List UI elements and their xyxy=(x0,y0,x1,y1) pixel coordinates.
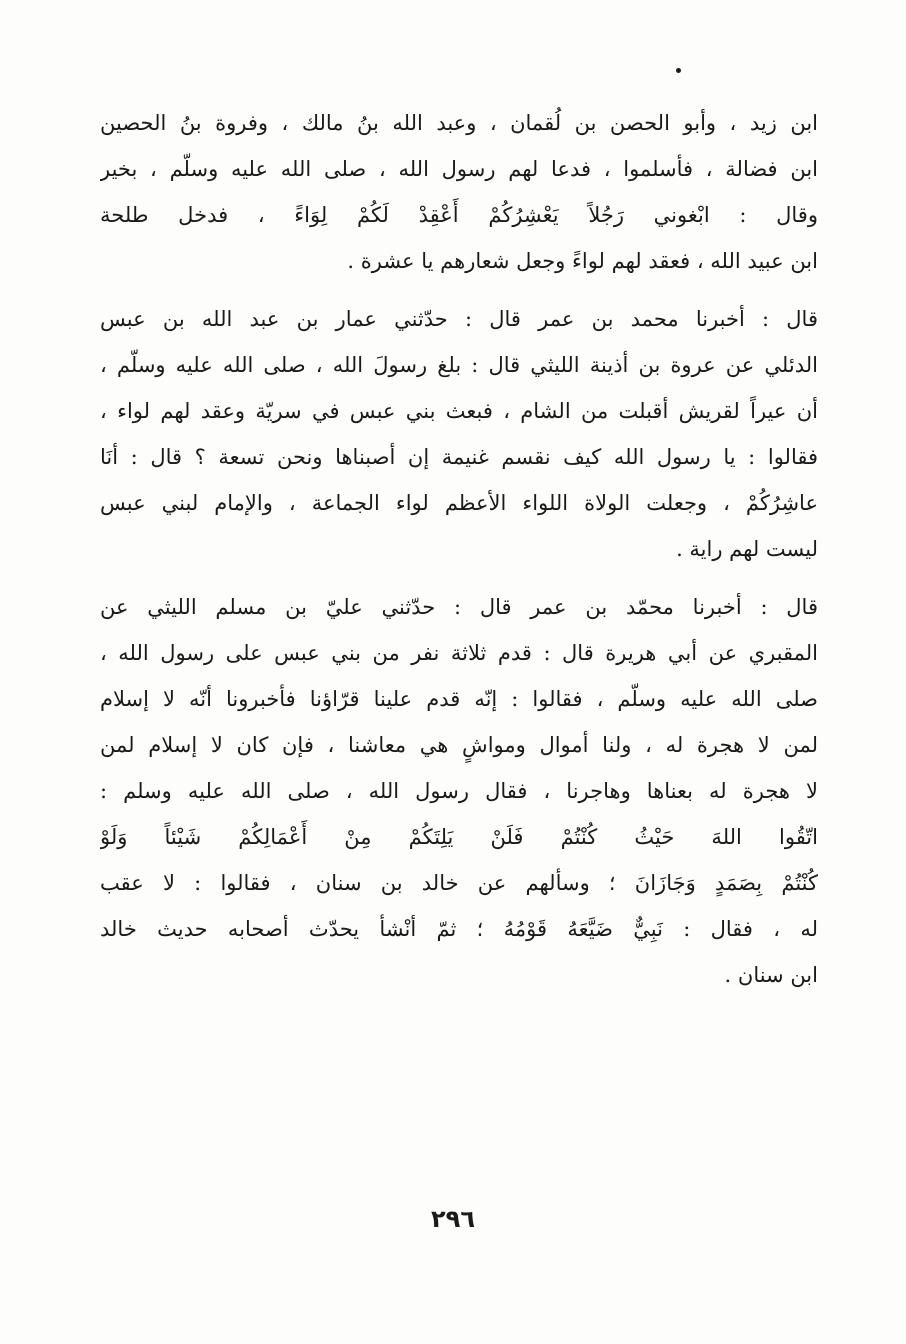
paragraph-3 xyxy=(100,584,818,998)
body-text xyxy=(100,100,818,998)
text-line: ابن زيد ، وأبو الحصن بن لُقمان ، وعبد الله بنُ مالك ، وفروة بنُ الحصين xyxy=(100,111,818,135)
text-line: له ، فقال : نَبِيٌّ ضَيَّعَهُ قَوْمُهُ ؛ ثمّ أنْشأ يحدّث أصحابه حديث خالد xyxy=(100,917,818,941)
text-line: أن عيراً لقريش أقبلت من الشام ، فبعث بني عبس في سريّة وعقد لهم لواء ، xyxy=(100,399,818,423)
text-line: صلى الله عليه وسلّم ، فقالوا : إنّه قدم علينا قرّاؤنا فأخبرونا أنّه لا إسلام xyxy=(100,687,818,711)
paragraph-1 xyxy=(100,100,818,284)
text-line: قال : أخبرنا محمد بن عمر قال : حدّثني عمار بن عبد الله بن عبس xyxy=(100,307,818,331)
text-line: لمن لا هجرة له ، ولنا أموال ومواشٍ هي معاشنا ، فإن كان لا إسلام لمن xyxy=(100,733,818,757)
paragraph-2 xyxy=(100,296,818,572)
text-line: ليست لهم راية . xyxy=(676,537,818,561)
text-line: قال : أخبرنا محمّد بن عمر قال : حدّثني عليّ بن مسلم الليثي عن xyxy=(100,595,818,619)
text-line: كُنْتُمْ بِصَمَدٍ وَجَازَانَ ؛ وسألهم عن خالد بن سنان ، فقالوا : لا عقب xyxy=(100,871,818,895)
text-line: ابن فضالة ، فأسلموا ، فدعا لهم رسول الله ، صلى الله عليه وسلّم ، بخير xyxy=(100,157,818,181)
text-line: المقبري عن أبي هريرة قال : قدم ثلاثة نفر من بني عبس على رسول الله ، xyxy=(100,641,818,665)
text-line: فقالوا : يا رسول الله كيف نقسم غنيمة إن أصبناها ونحن تسعة ؟ قال : أنَا xyxy=(100,445,818,469)
text-line: ابن سنان . xyxy=(724,963,818,987)
decorative-dot xyxy=(676,68,681,73)
text-line: وقال : ابْغوني رَجُلاً يَعْشِرُكُمْ أَعْقِدْ لَكُمْ لِوَاءً ، فدخل طلحة xyxy=(100,203,818,227)
text-line: اتّقُوا اللهَ حَيْثُ كُنْتُمْ فَلَنْ يَلِتَكُمْ مِنْ أَعْمَالِكُمْ شَيْئاً وَلَوْ xyxy=(100,825,818,849)
text-line: الدئلي عن عروة بن أذينة الليثي قال : بلغ رسولَ الله ، صلى الله عليه وسلّم ، xyxy=(100,353,818,377)
page-number: ٢٩٦ xyxy=(431,1205,475,1233)
text-line: عاشِرُكُمْ ، وجعلت الولاة اللواء الأعظم لواء الجماعة ، والإمام لبني عبس xyxy=(100,491,818,515)
text-line: ابن عبيد الله ، فعقد لهم لواءً وجعل شعارهم يا عشرة . xyxy=(347,249,818,273)
text-line: لا هجرة له بعناها وهاجرنا ، فقال رسول الله ، صلى الله عليه وسلم : xyxy=(100,779,818,803)
